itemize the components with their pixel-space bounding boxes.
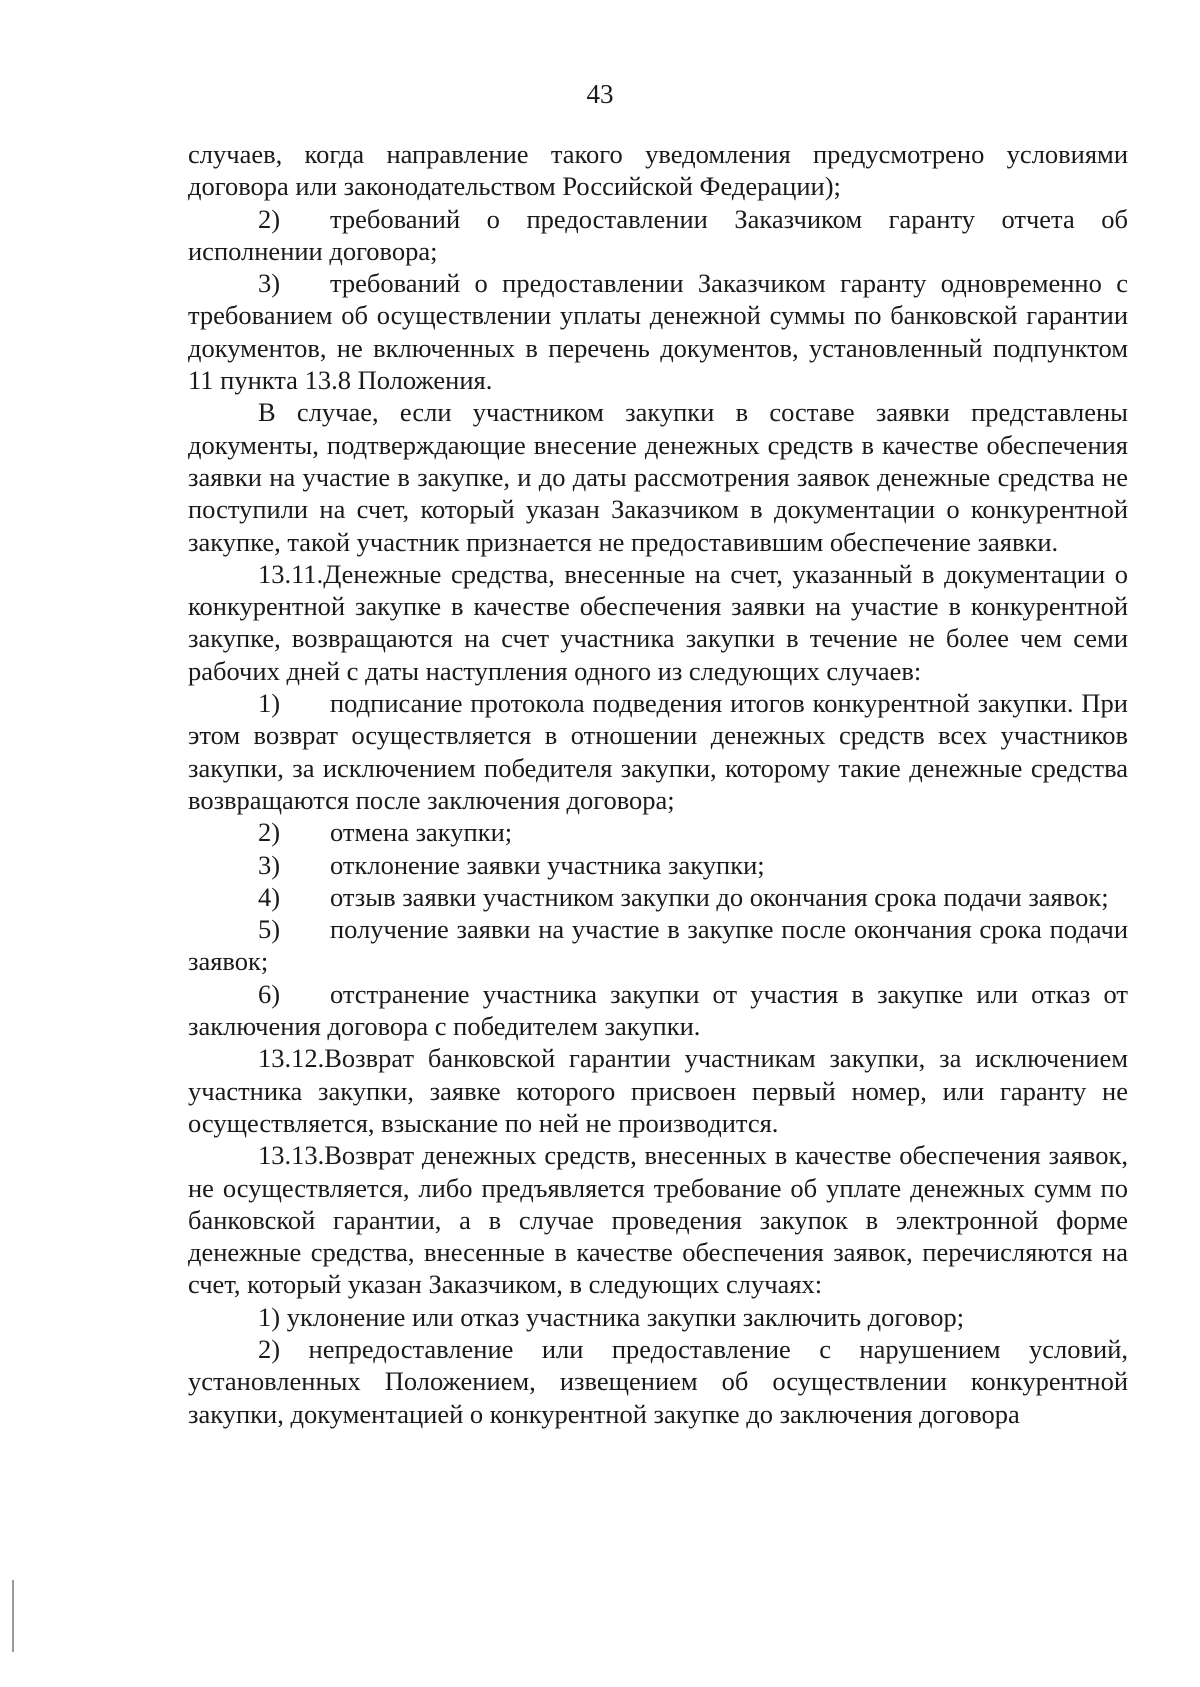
- list-item: [188, 978, 1128, 1043]
- list-item-text: подписание протокола подведения итогов конкурентной закупки. При этом возврат осуществляется в отношении денежных средств всех участников закупки, за исключением победителя закупки, которому такие денежные средства возвращаются после заключения договора;: [188, 688, 1128, 815]
- list-item-number: 1): [258, 688, 281, 719]
- list-item: [188, 913, 1128, 978]
- paragraph: В случае, если участником закупки в составе заявки представлены документы, подтверждающие внесение денежных средств в качестве обеспечения заявки на участие в закупке, и до даты рассмотрения заявок денежные средства не поступили на счет, который указан Заказчиком в документации о конкурентной закупке, такой участник признается не предоставившим обеспечение заявки.: [188, 397, 1128, 557]
- list-item-text: получение заявки на участие в закупке после окончания срока подачи заявок;: [188, 914, 1128, 977]
- list-item: [188, 881, 1128, 913]
- list-item-number: 2): [258, 817, 281, 848]
- paragraph-subitem: 2) непредоставление или предоставление с нарушением условий, установленных Положением, извещением об осуществлении конкурентной закупки, документацией о конкурентной закупке до заключения договора: [188, 1333, 1128, 1429]
- list-item-number: 5): [258, 914, 281, 945]
- list-item-text: отклонение заявки участника закупки;: [330, 849, 765, 880]
- list-item-text: отстранение участника закупки от участия в закупке или отказ от заключения договора с победителем закупки.: [188, 978, 1128, 1042]
- paragraph-clause-13-13: 13.13.Возврат денежных средств, внесенных в качестве обеспечения заявок, не осуществляется, либо предъявляется требование об уплате денежных сумм по банковской гарантии, а в случае проведения закупок в электронной форме денежные средства, внесенные в качестве обеспечения заявок, перечисляются на счет, который указан Заказчиком, в следующих случаях:: [188, 1140, 1128, 1300]
- list-item-text: отзыв заявки участником закупки до окончания срока подачи заявок;: [330, 881, 1109, 912]
- list-item-text: требований о предоставлении Заказчиком гаранту отчета об исполнении договора;: [188, 203, 1128, 266]
- list-item: [188, 687, 1128, 816]
- list-item-text: требований о предоставлении Заказчиком гаранту одновременно с требованием об осуществлении уплаты денежной суммы по банковской гарантии документов, не включенных в перечень документов, установленный подпунктом 11 пункта 13.8 Положения.: [188, 268, 1128, 396]
- page-number: 43: [586, 79, 614, 109]
- list-item: [188, 849, 1128, 881]
- scan-edge-mark: [12, 1580, 14, 1652]
- list-item-number: 2): [258, 203, 281, 234]
- list-item-text: отмена закупки;: [330, 817, 513, 848]
- paragraph-clause-13-11: 13.11.Денежные средства, внесенные на счет, указанный в документации о конкурентной закупке в качестве обеспечения заявки на участие в конкурентной закупке, возвращаются на счет участника закупки в течение не более чем семи рабочих дней с даты наступления одного из следующих случаев:: [188, 558, 1128, 686]
- paragraph-continuation: случаев, когда направление такого уведомления предусмотрено условиями договора или законодательством Российской Федерации);: [188, 139, 1128, 202]
- list-item: [188, 203, 1128, 268]
- list-item-number: 6): [258, 978, 281, 1009]
- list-item-number: 3): [258, 268, 281, 299]
- list-item-number: 4): [258, 881, 281, 912]
- paragraph-subitem: 1) уклонение или отказ участника закупки заключить договор;: [258, 1301, 965, 1332]
- paragraph-clause-13-12: 13.12.Возврат банковской гарантии участникам закупки, за исключением участника закупки, заявке которого присвоен первый номер, или гаранту не осуществляется, взыскание по ней не производится.: [188, 1043, 1128, 1138]
- list-item: [188, 267, 1128, 396]
- list-item: [188, 816, 1128, 848]
- list-item-number: 3): [258, 849, 281, 880]
- document-body: [188, 138, 1128, 1430]
